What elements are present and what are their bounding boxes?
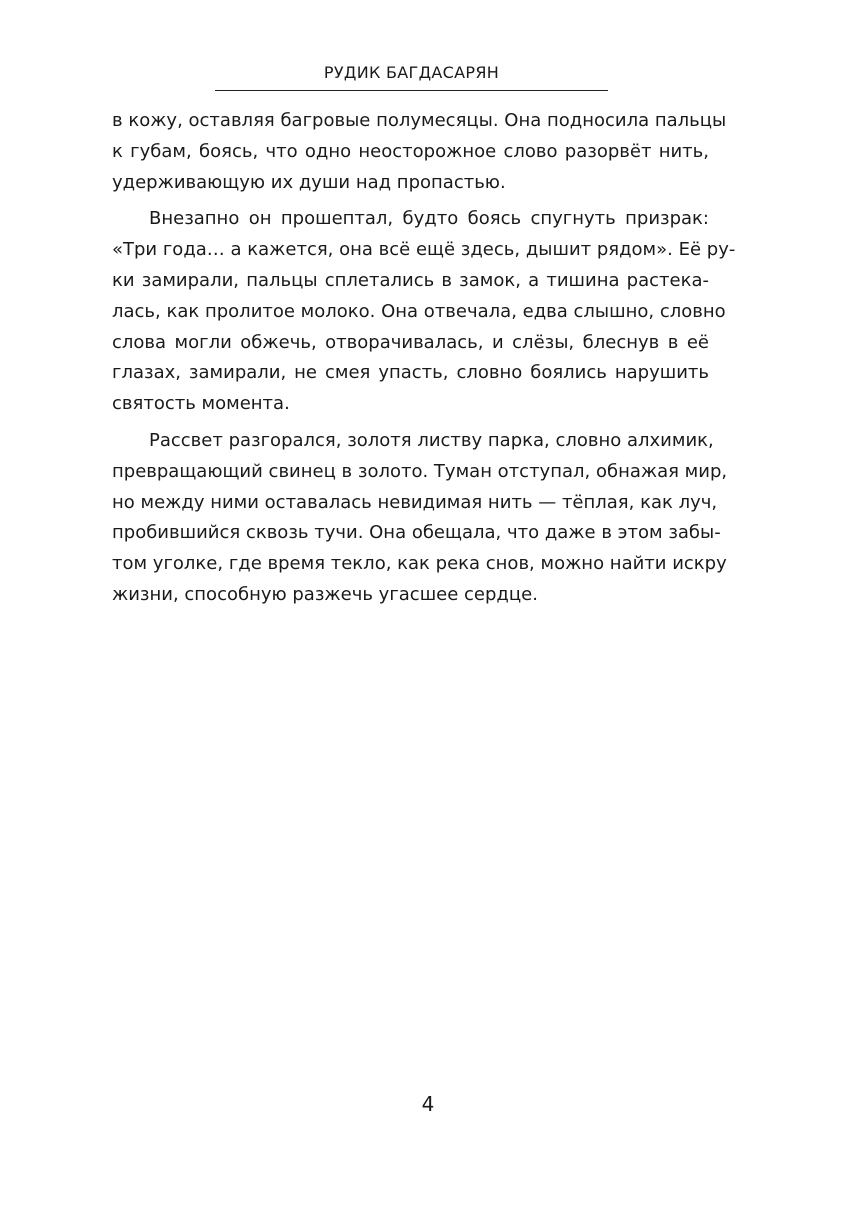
text-line: слова могли обжечь, отворачивалась, и слёзы, блеснув в её [112, 331, 709, 353]
text-line: ки замирали, пальцы сплетались в замок, а тишина растека- [112, 269, 709, 291]
text-line: Внезапно он прошептал, будто боясь спугнуть призрак: [149, 208, 709, 230]
header-rule [215, 90, 608, 91]
text-line: глазах, замирали, не смея упасть, словно боялись нарушить [112, 362, 709, 384]
text-line: лась, как пролитое молоко. Она отвечала, едва слышно, словно [112, 300, 726, 322]
text-line: превращающий свинец в золото. Туман отступал, обнажая мир, [112, 460, 728, 482]
text-line: Рассвет разгорался, золотя листву парка, словно алхимик, [149, 429, 714, 451]
running-header-title: РУДИК БАГДАСАРЯН [323, 63, 500, 82]
text-line: к губам, боясь, что одно неосторожное слово разорвёт нить, [112, 140, 709, 162]
text-line: но между ними оставалась невидимая нить — тёплая, как луч, [112, 491, 718, 513]
text-line: том уголке, где время текло, как река снов, можно найти искру [112, 553, 727, 575]
text-line: пробившийся сквозь тучи. Она обещала, что даже в этом забы- [112, 522, 721, 544]
text-line: святость момента. [112, 393, 290, 415]
text-line: жизни, способную разжечь угасшее сердце. [112, 583, 538, 605]
text-line: в кожу, оставляя багровые полумесяцы. Она подносила пальцы [112, 110, 727, 131]
body-text [112, 106, 736, 611]
text-line: «Три года… а кажется, она всё ещё здесь, дышит рядом». Её ру- [112, 239, 736, 261]
text-line: удерживающую их души над пропастью. [112, 171, 506, 193]
page-number: 4 [421, 1092, 435, 1116]
